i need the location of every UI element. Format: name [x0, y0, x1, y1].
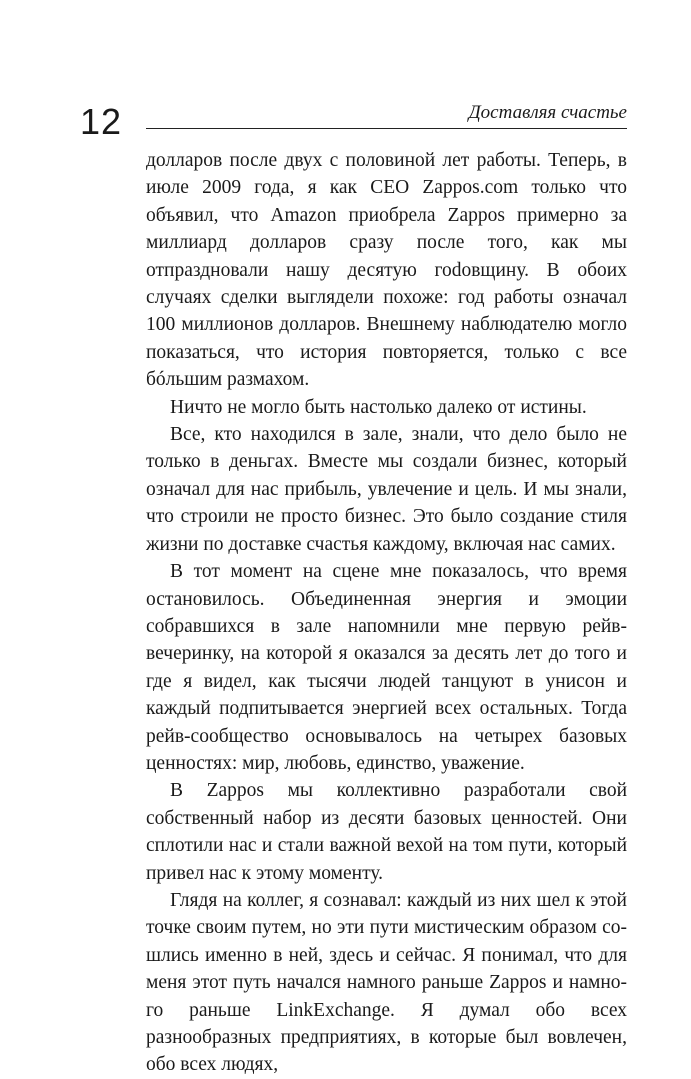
paragraph: В тот момент на сцене мне показалось, что время остановилось. Объединенная энергия и эмоции собравшихся в зале напомнили мне первую рейв-вечеринку, на которой я оказался за десять лет до того и где я видел, как тысячи людей танцуют в унисон и каждый подпитывается энергией всех остальных. Тогда рейв-сообщество основывалось на четырех базовых ценностях: мир, любовь, единство, уважение. — [146, 561, 627, 774]
page-number: 12 — [80, 101, 123, 142]
running-header-title: Доставляя счастье — [468, 102, 627, 123]
paragraph: Ничто не могло быть настолько далеко от истины. — [170, 396, 587, 418]
paragraph: Все, кто находился в зале, знали, что дело было не только в деньгах. Вместе мы создали бизнес, который означал для нас прибыль, увлечение и цель. И мы знали, что строили не просто бизнес. Это было создание стиля жизни по доставке счастья каждому, включая нас самих. — [146, 424, 627, 555]
body-text — [146, 147, 627, 1079]
header-rule — [146, 128, 627, 129]
paragraph: Глядя на коллег, я сознавал: каждый из них шел к этой точке своим путем, но эти пути мистическим образом сошлись именно в ней, здесь и сейчас. Я понимал, что для меня этот путь начался намного раньше Zappos и намного раньше LinkExchange. Я думал обо всех разнообразных предприятиях, в которые был вовлечен, обо всех людях, — [146, 889, 627, 1076]
paragraph-continued: долларов после двух с половиной лет работы. Теперь, в июле 2009 года, я как CEO Zappos.com только что объявил, что Amazon приобрела Zappos примерно за миллиард долларов сразу после того, как мы отпраздновали нашу десятую гоdовщину. В обоих случаях сделки выглядели похоже: год работы означал 100 миллионов долларов. Внешнему наблюдателю могло показаться, что история повторяется, только с все бóльшим размахом. — [146, 150, 627, 391]
paragraph: В Zappos мы коллективно разработали свой собственный набор из десяти базовых ценностей. Они сплотили нас и стали важной вехой на том пути, который привел нас к этому моменту. — [146, 780, 627, 884]
